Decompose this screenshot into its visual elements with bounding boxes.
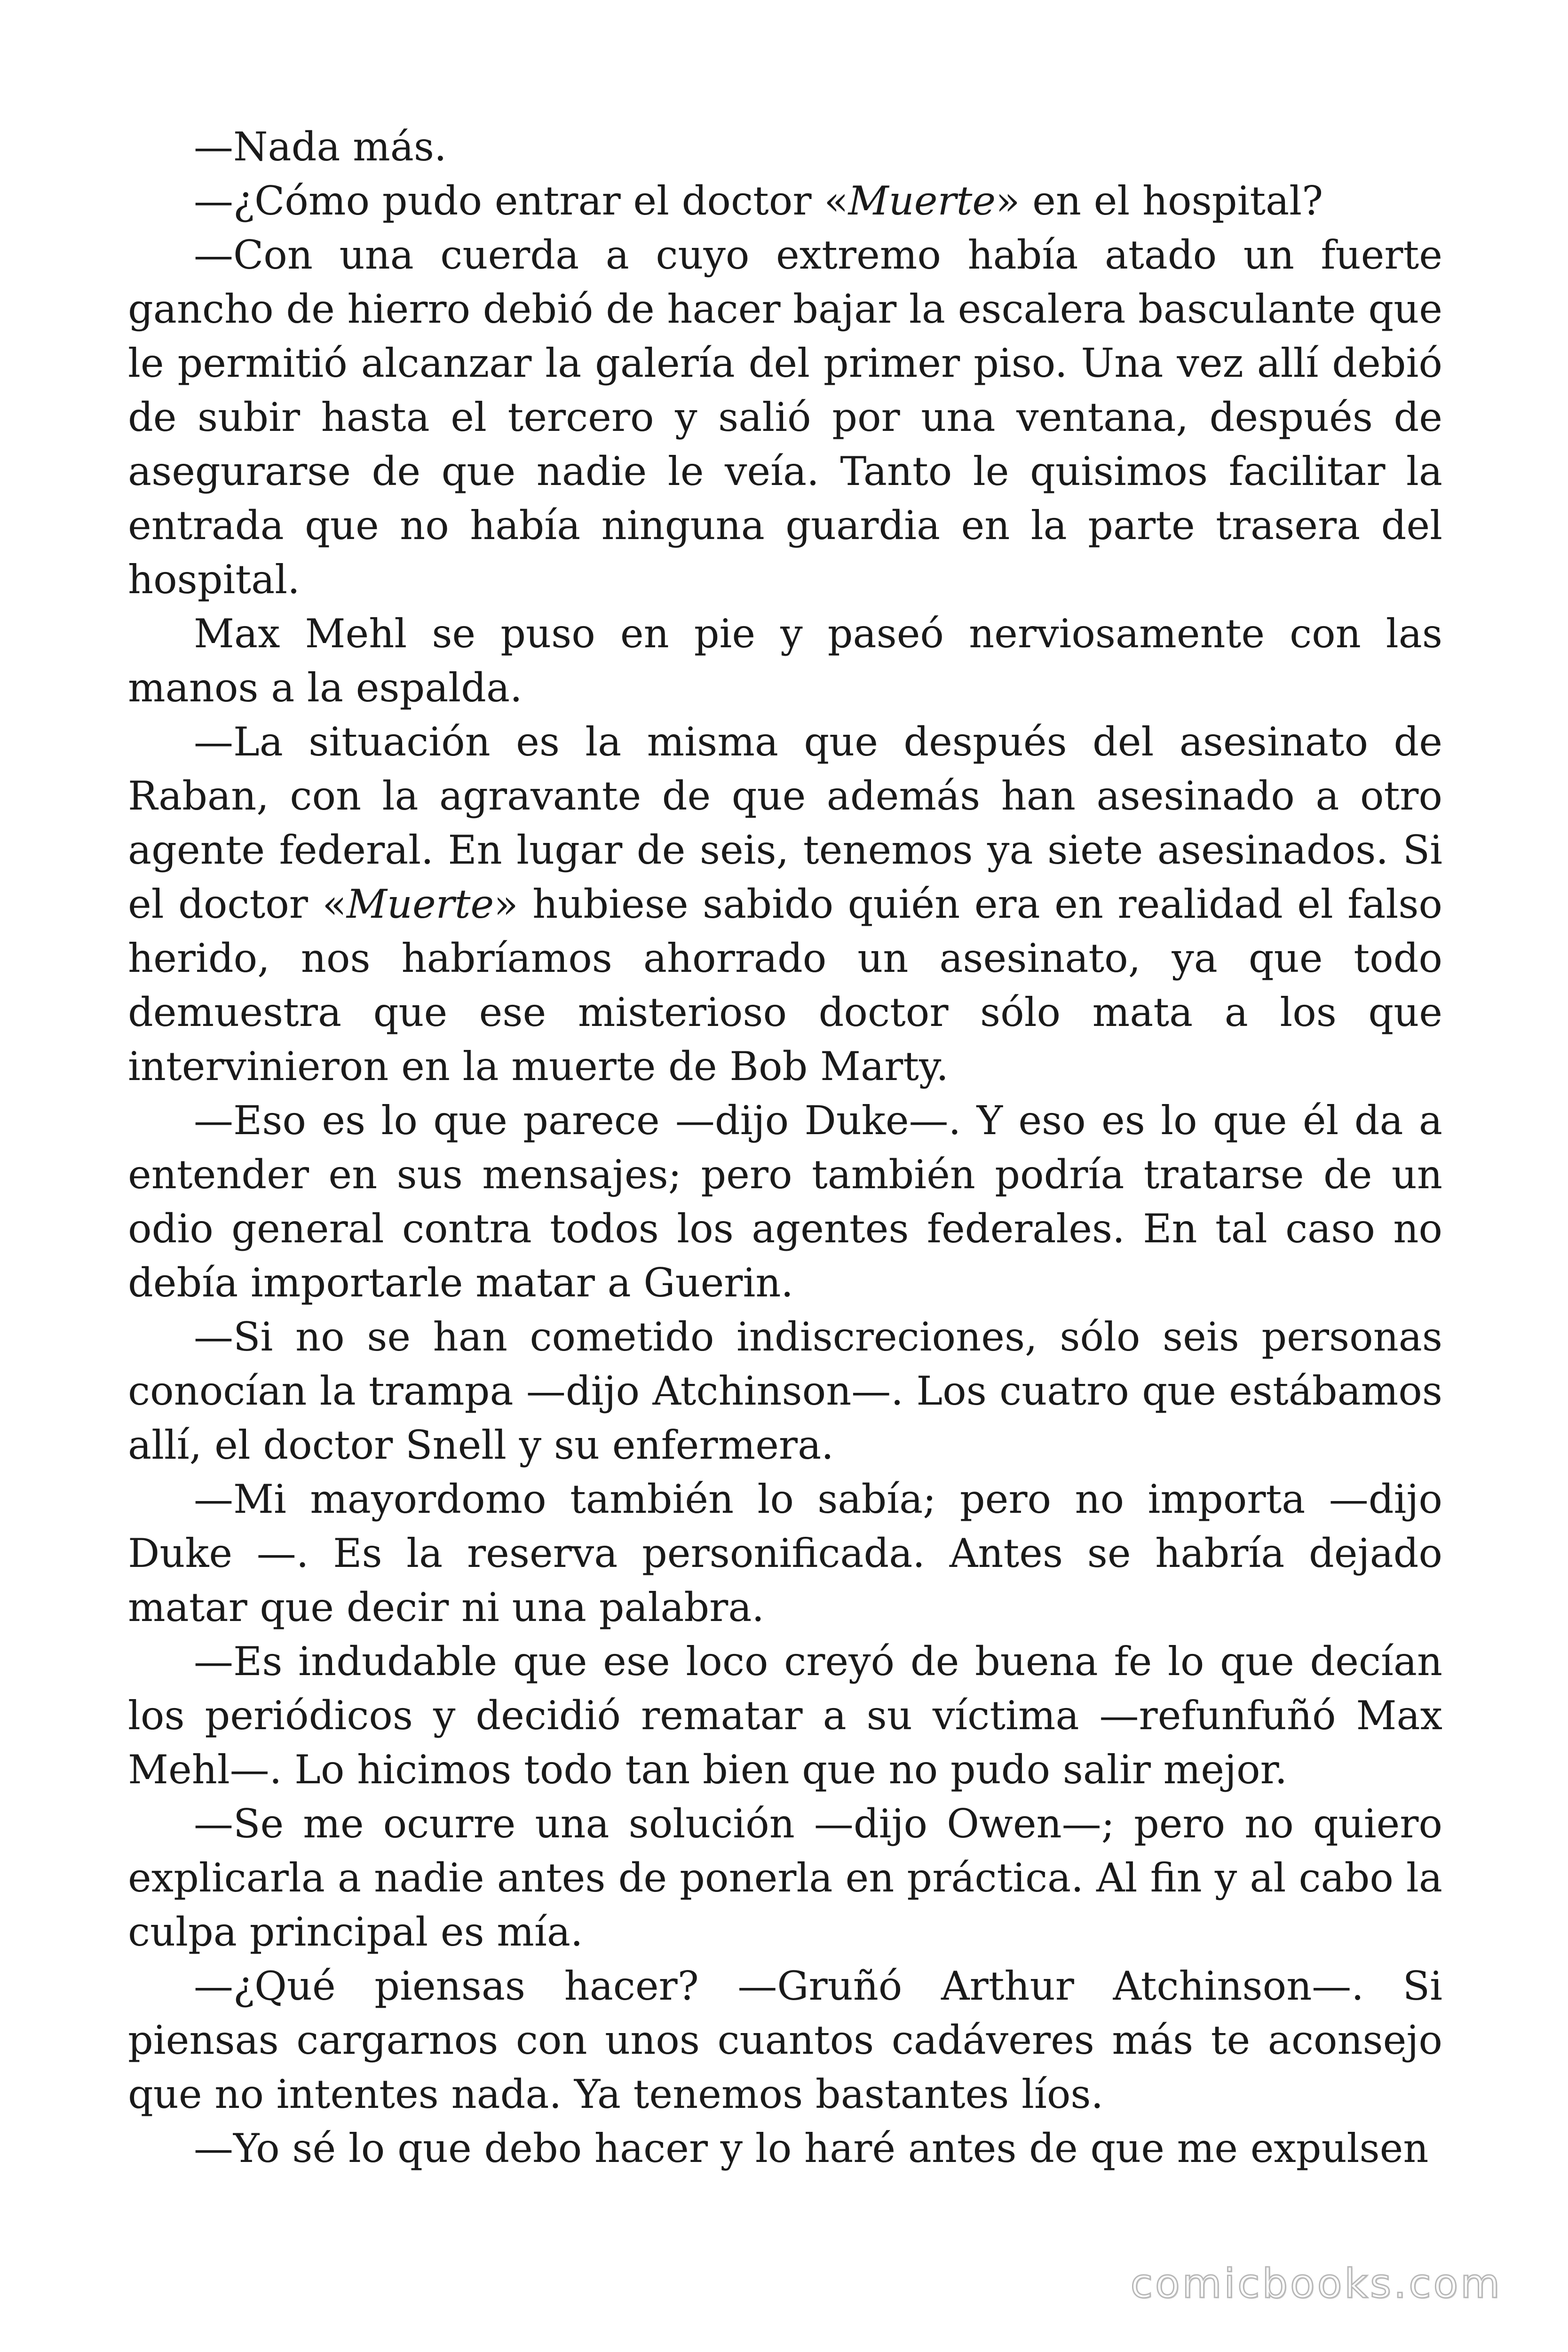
watermark: comicbooks.com: [1130, 2260, 1502, 2307]
paragraph: [128, 2122, 1442, 2176]
paragraph: [128, 1635, 1442, 1797]
paragraph: [128, 1310, 1442, 1472]
paragraph: [128, 1797, 1442, 1959]
text-segment: —Se me ocurre una solución —dijo Owen—; pero no quiero explicarla a nadie antes de ponerla en práctica. Al fin y al cabo la culpa principal es mía.: [128, 1801, 1442, 1955]
text-segment: » hubiese sabido quién era en realidad el falso herido, nos habríamos ahorrado un asesinato, ya que todo demuestra que ese misterioso doctor sólo mata a los que intervinieron en la muerte de Bob Marty.: [128, 881, 1442, 1089]
paragraph: [128, 715, 1442, 1094]
text-segment: —Eso es lo que parece —dijo Duke—. Y eso es lo que él da a entender en sus mensajes; pero también podría tratarse de un odio general contra todos los agentes federales. En tal caso no debía importarle matar a Guerin.: [128, 1097, 1442, 1306]
text-segment: —Mi mayordomo también lo sabía; pero no importa —dijo Duke —. Es la reserva personificada. Antes se habría dejado matar que decir ni una palabra.: [128, 1476, 1442, 1630]
paragraph: [128, 1472, 1442, 1635]
paragraph: [128, 1094, 1442, 1310]
italic-text: Muerte: [848, 178, 996, 224]
text-segment: —Nada más.: [194, 124, 447, 170]
text-segment: —Es indudable que ese loco creyó de buena fe lo que decían los periódicos y decidió rematar a su víctima —refunfuñó Max Mehl—. Lo hicimos todo tan bien que no pudo salir mejor.: [128, 1638, 1442, 1793]
paragraph: [128, 228, 1442, 607]
text-segment: —La situación es la misma que después del asesinato de Raban, con la agravante de que además han asesinado a otro agente federal. En lugar de seis, tenemos ya siete asesinados. Si el doctor «: [128, 719, 1442, 927]
paragraph: [128, 174, 1442, 228]
page-text-body: [128, 120, 1442, 2176]
paragraph: [128, 607, 1442, 715]
text-segment: —Con una cuerda a cuyo extremo había atado un fuerte gancho de hierro debió de hacer bajar la escalera basculante que le permitió alcanzar la galería del primer piso. Una vez allí debió de subir hasta el tercero y salió por una ventana, después de asegurarse de que nadie le veía. Tanto le quisimos facilitar la entrada que no había ninguna guardia en la parte trasera del hospital.: [128, 232, 1443, 603]
paragraph: [128, 120, 1442, 174]
text-segment: —¿Qué piensas hacer? —Gruñó Arthur Atchinson—. Si piensas cargarnos con unos cuantos cadáveres más te aconsejo que no intentes nada. Ya tenemos bastantes líos.: [128, 1963, 1442, 2117]
text-segment: —Yo sé lo que debo hacer y lo haré antes de que me expulsen: [194, 2125, 1429, 2171]
paragraph: [128, 1959, 1442, 2122]
text-segment: —¿Cómo pudo entrar el doctor «: [194, 178, 848, 224]
text-segment: Max Mehl se puso en pie y paseó nerviosamente con las manos a la espalda.: [128, 611, 1442, 711]
text-segment: » en el hospital?: [996, 178, 1323, 224]
italic-text: Muerte: [346, 881, 494, 927]
text-segment: —Si no se han cometido indiscreciones, sólo seis personas conocían la trampa —dijo Atchinson—. Los cuatro que estábamos allí, el doctor Snell y su enfermera.: [128, 1314, 1442, 1468]
